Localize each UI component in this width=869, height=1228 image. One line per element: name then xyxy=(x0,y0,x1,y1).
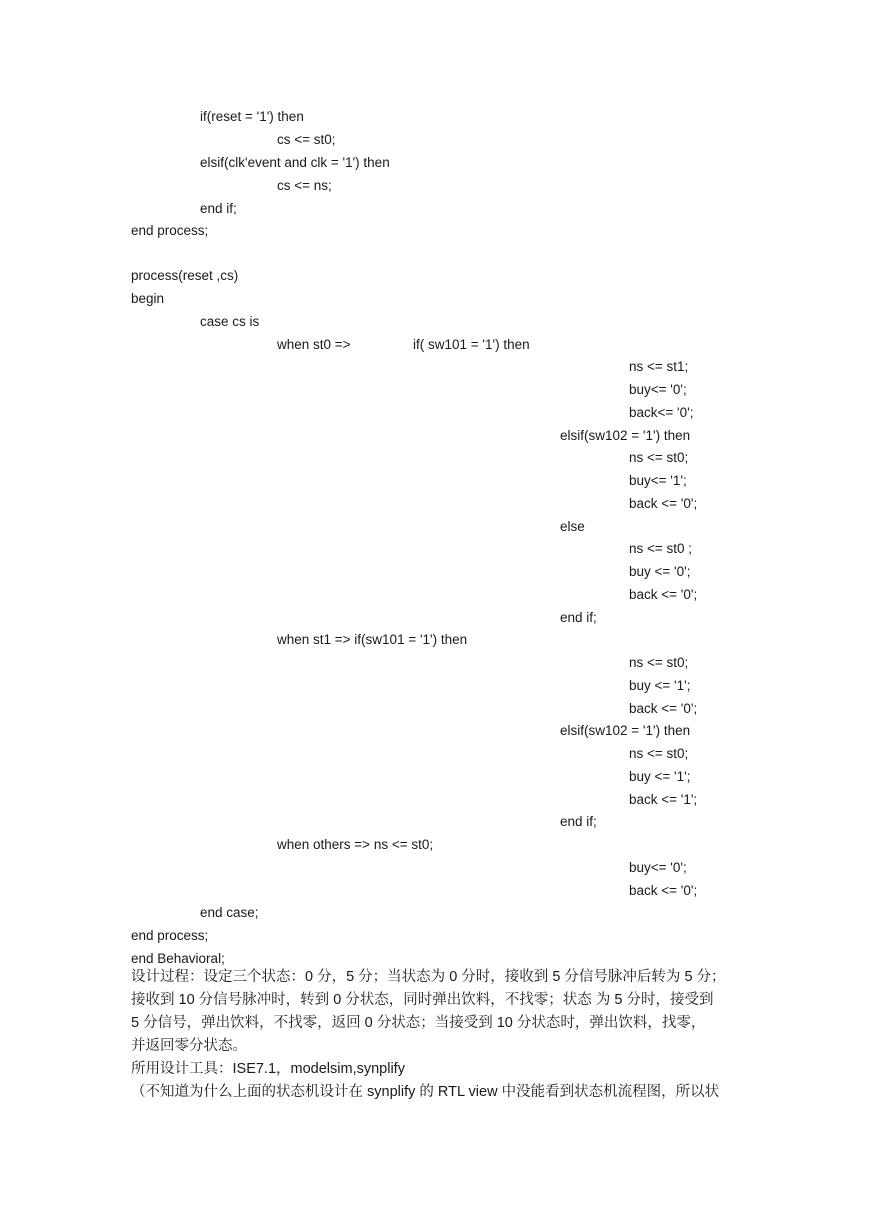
code-line: buy <= '1'; xyxy=(629,769,691,784)
code-line: buy <= '0'; xyxy=(629,564,691,579)
code-line: if( sw101 = '1') then xyxy=(413,337,530,352)
description-line: 设计过程：设定三个状态：0 分，5 分；当状态为 0 分时，接收到 5 分信号脉冲后转为 5 分； xyxy=(131,969,726,985)
code-line: end process; xyxy=(131,928,209,943)
code-line: ns <= st0; xyxy=(629,450,689,465)
code-line: back <= '1'; xyxy=(629,792,698,807)
code-line: buy<= '0'; xyxy=(629,382,687,397)
code-line: process(reset ,cs) xyxy=(131,268,239,283)
code-line: end Behavioral; xyxy=(131,951,225,966)
code-line: elsif(clk'event and clk = '1') then xyxy=(200,155,390,170)
description-line: 接收到 10 分信号脉冲时，转到 0 分状态，同时弹出饮料，不找零；状态 为 5 分时，接受到 xyxy=(131,992,714,1008)
description-line: （不知道为什么上面的状态机设计在 synplify 的 RTL view 中没能看到状态机流程图，所以状 xyxy=(131,1084,720,1100)
code-line: cs <= ns; xyxy=(277,178,332,193)
code-line: back <= '0'; xyxy=(629,701,698,716)
code-line: if(reset = '1') then xyxy=(200,109,304,124)
code-line: back <= '0'; xyxy=(629,587,698,602)
code-line: back <= '0'; xyxy=(629,496,698,511)
code-line: ns <= st1; xyxy=(629,359,689,374)
code-line: ns <= st0 ; xyxy=(629,541,693,556)
description-line: 并返回零分状态。 xyxy=(131,1038,247,1054)
code-line: buy<= '1'; xyxy=(629,473,687,488)
code-line: end if; xyxy=(560,814,597,829)
code-line: else xyxy=(560,519,585,534)
code-line: back<= '0'; xyxy=(629,405,694,420)
code-line: back <= '0'; xyxy=(629,883,698,898)
description-line: 5 分信号，弹出饮料，不找零，返回 0 分状态；当接受到 10 分状态时，弹出饮料，找零， xyxy=(131,1015,706,1031)
code-line: when others => ns <= st0; xyxy=(277,837,434,852)
code-line: buy <= '1'; xyxy=(629,678,691,693)
code-line: ns <= st0; xyxy=(629,655,689,670)
code-line: case cs is xyxy=(200,314,260,329)
code-line: end case; xyxy=(200,905,259,920)
description-line: 所用设计工具：ISE7.1，modelsim,synplify xyxy=(131,1061,405,1077)
code-line: when st1 => if(sw101 = '1') then xyxy=(277,632,468,647)
code-line: end process; xyxy=(131,223,209,238)
code-line: ns <= st0; xyxy=(629,746,689,761)
code-line: begin xyxy=(131,291,165,306)
code-line: elsif(sw102 = '1') then xyxy=(560,428,691,443)
code-line: end if; xyxy=(560,610,597,625)
code-line: cs <= st0; xyxy=(277,132,336,147)
code-line: elsif(sw102 = '1') then xyxy=(560,723,691,738)
code-line: end if; xyxy=(200,201,237,216)
code-line: when st0 => xyxy=(277,337,351,352)
code-line: buy<= '0'; xyxy=(629,860,687,875)
